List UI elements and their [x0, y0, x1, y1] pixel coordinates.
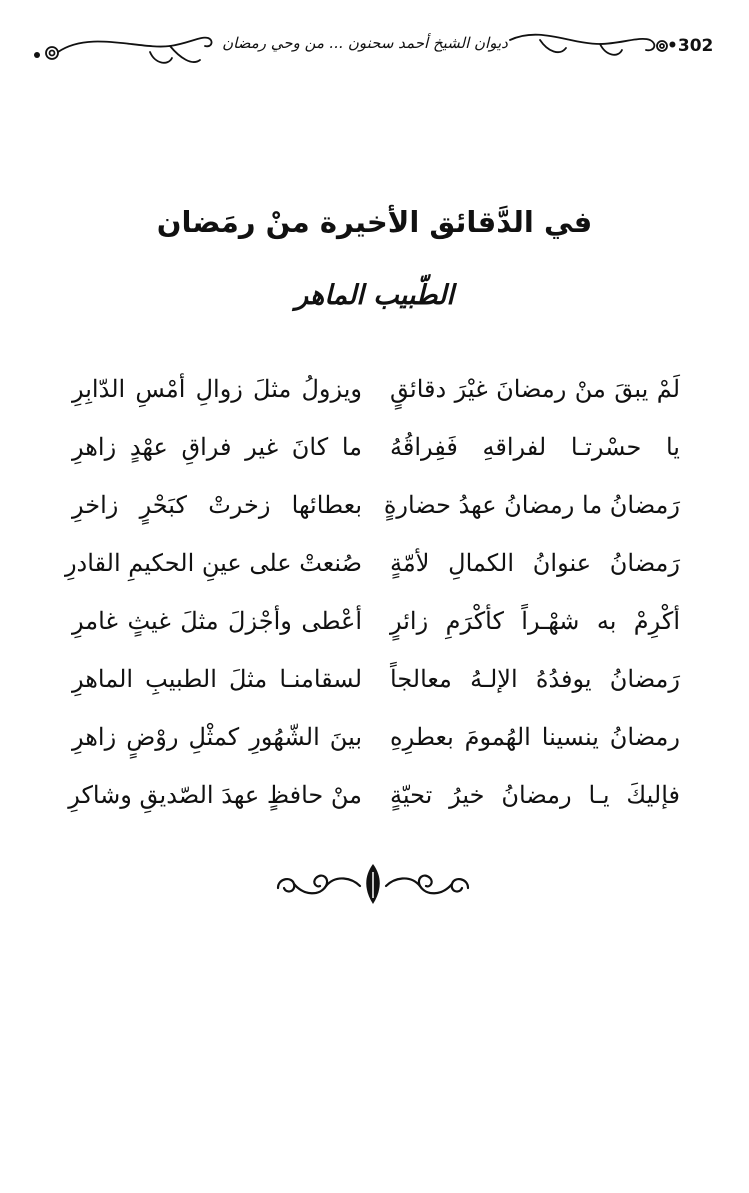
- verse: [72, 360, 680, 418]
- running-head: ديوان الشيخ أحمد سحنون ... من وحي رمضان: [222, 34, 508, 52]
- footer-ornament-icon: [268, 860, 478, 910]
- verse: [68, 766, 680, 824]
- verse-second-hemistich: بينَ الشّهُورِ كمثْلِ روْضٍ زاهرِ: [72, 723, 362, 751]
- page-header: [0, 0, 749, 90]
- verse-second-hemistich: أعْطى وأجْزلَ مثلَ غيثٍ غامرِ: [72, 607, 362, 635]
- verse-second-hemistich: بعطائها زخرتْ كبَحْرٍ زاخرِ: [72, 491, 362, 519]
- verse-second-hemistich: لسقامنـا مثلَ الطبيبِ الماهرِ: [72, 665, 362, 693]
- verse-first-hemistich: يا حسْرتـا لفراقهِ فَفِراقُهُ: [390, 433, 680, 461]
- verse: [72, 708, 680, 766]
- verse-first-hemistich: رَمضانُ يوفدُهُ الإلـهُ معالجاً: [390, 665, 680, 693]
- verse-first-hemistich: لَمْ يبقَ منْ رمضانَ غيْرَ دقائقٍ: [390, 375, 680, 403]
- verse-first-hemistich: أكْرِمْ به شهْـراً كأكْرَمِ زائرٍ: [390, 607, 680, 635]
- verse: [64, 534, 680, 592]
- verse: [72, 592, 680, 650]
- poem-title: في الدَّقائق الأخيرة منْ رمَضان: [156, 205, 593, 239]
- verse-second-hemistich: منْ حافظٍ عهدَ الصّديقِ وشاكرِ: [68, 781, 362, 809]
- verse-second-hemistich: ما كانَ غير فراقِ عهْدٍ زاهرِ: [72, 433, 362, 461]
- header-dot-icon: [34, 52, 40, 58]
- verse-second-hemistich: ويزولُ مثلَ زوالِ أمْسِ الدّابِرِ: [72, 375, 362, 403]
- verse: [72, 650, 680, 708]
- verse: [72, 476, 680, 534]
- verse-first-hemistich: رَمضانُ ما رمضانُ عهدُ حضارةٍ: [383, 491, 680, 519]
- verse-first-hemistich: رمضانُ ينسينا الهُمومَ بعطرِهِ: [390, 723, 680, 751]
- verse-first-hemistich: رَمضانُ عنوانُ الكمالِ لأمّةٍ: [390, 549, 680, 577]
- verse: [72, 418, 680, 476]
- verse-first-hemistich: فإليكَ يـا رمضانُ خيرُ تحيّةٍ: [390, 781, 680, 809]
- poem-subtitle: الطّبيب الماهر: [295, 280, 454, 311]
- verse-second-hemistich: صُنعتْ على عينِ الحكيمِ القادرِ: [64, 549, 362, 577]
- poem-body: [64, 360, 680, 824]
- page-number: •302: [667, 36, 714, 56]
